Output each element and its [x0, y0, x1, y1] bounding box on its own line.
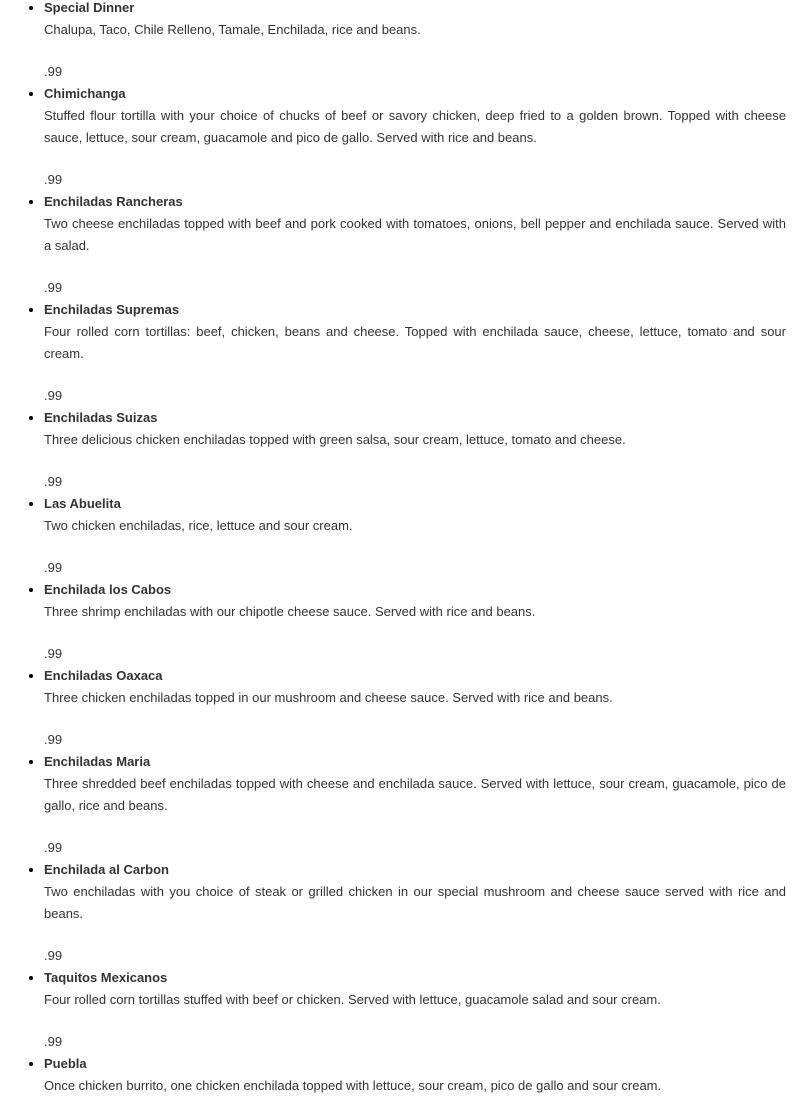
menu-item-name: • Las Abuelita	[44, 496, 121, 511]
menu-item-price: .99	[44, 172, 63, 187]
menu-item-price: .99	[44, 280, 63, 295]
menu-item-price: .99	[44, 474, 63, 489]
menu-item-description: Chalupa, Taco, Chile Relleno, Tamale, Enchilada, rice and beans.	[44, 22, 421, 37]
menu-item	[44, 859, 786, 967]
menu-item-price: .99	[44, 732, 63, 747]
menu-item	[44, 0, 786, 83]
menu-item-description: Two cheese enchiladas topped with beef and pork cooked with tomatoes, onions, bell pepper and enchilada sauce. Served with a salad.	[44, 216, 786, 253]
menu-item-name: • Puebla	[44, 1056, 87, 1071]
menu-item	[44, 665, 786, 751]
menu-item-description: Three shrimp enchiladas with our chipotle cheese sauce. Served with rice and beans.	[44, 604, 536, 619]
menu-item-description: Two chicken enchiladas, rice, lettuce and sour cream.	[44, 518, 353, 533]
menu-item-price: .99	[44, 388, 63, 403]
menu-item	[44, 751, 786, 859]
menu-item-price: .99	[44, 1034, 63, 1049]
menu-item-name: • Enchiladas Rancheras	[44, 194, 183, 209]
menu-item	[44, 299, 786, 407]
menu-item	[44, 493, 786, 579]
menu-item-price: .99	[44, 560, 63, 575]
menu-item-description: Four rolled corn tortillas: beef, chicken, beans and cheese. Topped with enchilada sauce, cheese, lettuce, tomato and sour cream.	[44, 324, 786, 361]
menu-item-name: • Enchiladas Suizas	[44, 410, 158, 425]
menu-item-name: • Chimichanga	[44, 86, 126, 101]
menu-item-description: Three chicken enchiladas topped in our mushroom and cheese sauce. Served with rice and beans.	[44, 690, 613, 705]
menu-item-description: Stuffed flour tortilla with your choice of chucks of beef or savory chicken, deep fried to a golden brown. Topped with cheese sauce, lettuce, sour cream, guacamole and pico de gallo. Served with rice and beans.	[44, 108, 786, 145]
menu-item-name: • Enchilada los Cabos	[44, 582, 172, 597]
menu-item	[44, 83, 786, 191]
menu-item	[44, 967, 786, 1053]
menu-item-name: • Enchilada al Carbon	[44, 862, 169, 877]
menu-item-price: .99	[44, 840, 63, 855]
menu-item-name: • Enchiladas Maria	[44, 754, 151, 769]
menu-item-name: • Enchiladas Supremas	[44, 302, 180, 317]
menu-item-price: .99	[44, 64, 63, 79]
menu-item	[44, 191, 786, 299]
menu-item	[44, 407, 786, 493]
menu-item-description: Three delicious chicken enchiladas topped with green salsa, sour cream, lettuce, tomato and cheese.	[44, 432, 626, 447]
menu-item-description: Once chicken burrito, one chicken enchilada topped with lettuce, sour cream, pico de gallo and sour cream.	[44, 1078, 662, 1093]
menu-item-name: • Special Dinner	[44, 0, 135, 15]
menu-item-name: • Taquitos Mexicanos	[44, 970, 168, 985]
menu-item	[44, 579, 786, 665]
menu-item	[44, 1053, 786, 1097]
menu-item-price: .99	[44, 646, 63, 661]
menu-item-name: • Enchiladas Oaxaca	[44, 668, 163, 683]
menu-item-description: Two enchiladas with you choice of steak or grilled chicken in our special mushroom and cheese sauce served with rice and beans.	[44, 884, 786, 921]
menu-item-description: Three shredded beef enchiladas topped with cheese and enchilada sauce. Served with lettuce, sour cream, guacamole, pico de gallo, rice and beans.	[44, 776, 786, 813]
menu-item-price: .99	[44, 948, 63, 963]
menu-item-description: Four rolled corn tortillas stuffed with beef or chicken. Served with lettuce, guacamole salad and sour cream.	[44, 992, 661, 1007]
